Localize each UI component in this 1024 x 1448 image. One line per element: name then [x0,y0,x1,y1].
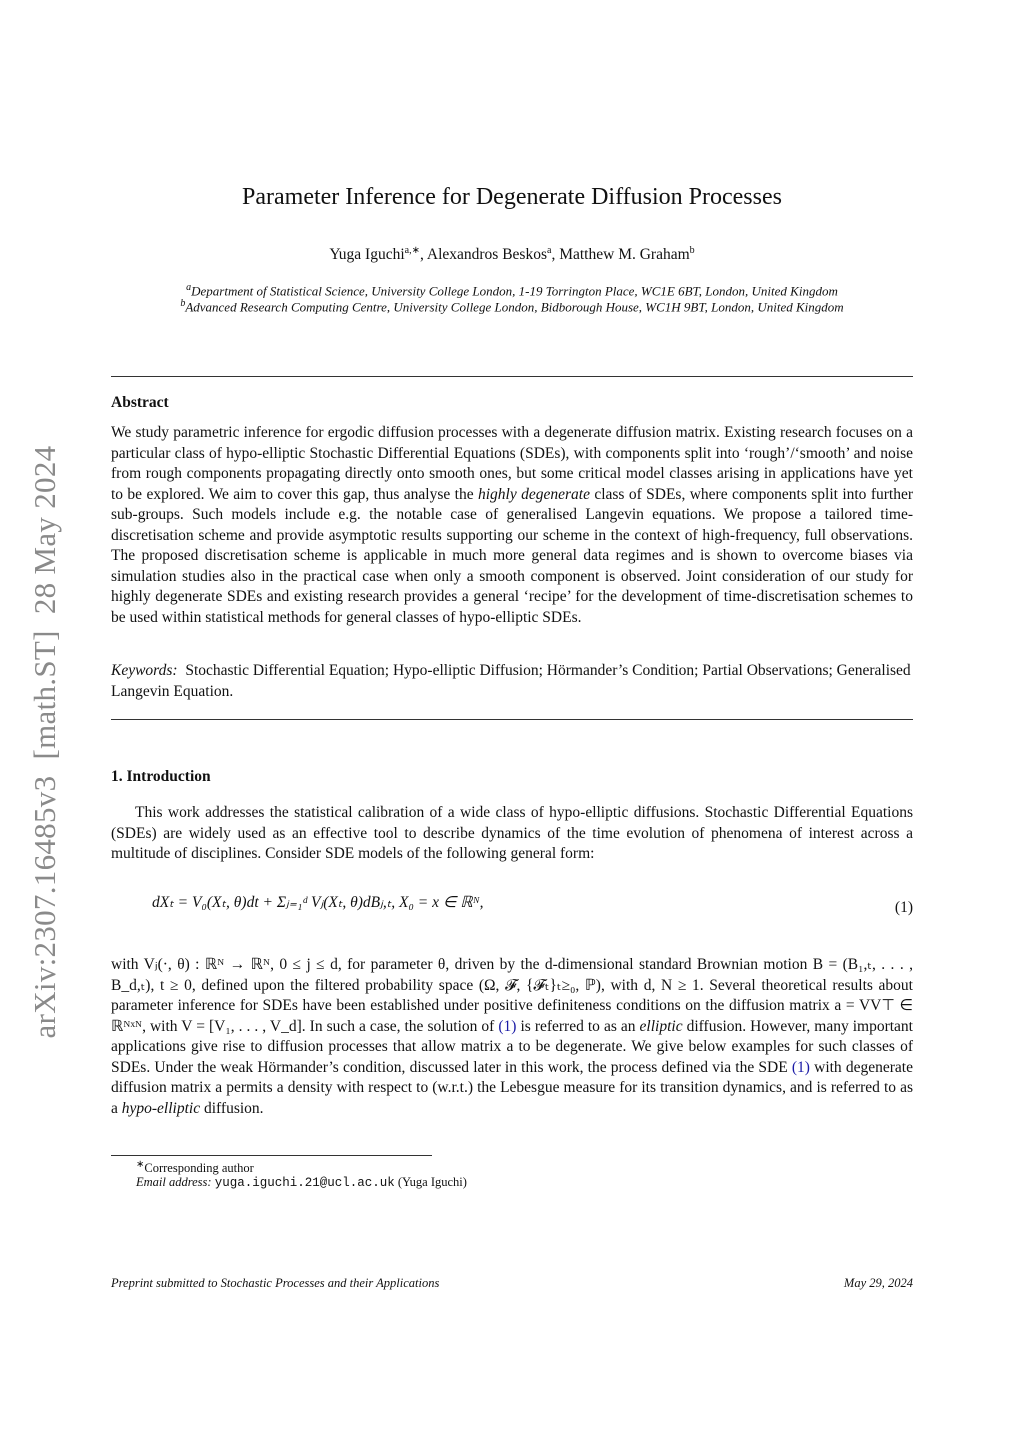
affiliation [0,298,1024,315]
keywords-text: Stochastic Differential Equation; Hypo-elliptic Diffusion; Hörmander’s Condition; Partial Observations; Generalised Langevin Equation. [111,662,911,700]
equation-ref-link[interactable]: (1) [498,1017,517,1035]
paragraph-text: is referred to as an [516,1017,640,1035]
affil-text: Advanced Research Computing Centre, University College London, Bidborough House, WC1H 9BT, London, United Kingdom [185,299,844,315]
footer-journal: Preprint submitted to Stochastic Processes and their Applications [111,1276,440,1290]
author: Matthew M. Graham [559,246,690,264]
paper-title: Parameter Inference for Degenerate Diffusion Processes [242,184,782,210]
equation-ref-link[interactable]: (1) [791,1058,810,1076]
author-affil-mark: a [547,245,552,256]
keywords-label: Keywords: [111,662,178,679]
author-list: Yuga Iguchi$^{a,∗}$, Alexandros Beskos$^a$, Matthew M. Graham$^b$ [329,245,695,264]
paragraph-text: with Vⱼ(·, θ) : ℝᴺ → ℝᴺ, 0 ≤ j ≤ d, for parameter θ, driven by the d-dimensional standard Brownian motion B = (B₁,ₜ, . . . , B_d,ₜ), t ≥ 0, defined upon the filtered probability space (Ω, 𝓕, {𝓕ₜ}ₜ≥₀, ℙ), with d, N ≥ 1. Several theoretical results about parameter inference for SDEs have been established under positive definiteness conditions on the diffusion matrix a = VV⊤ ∈ ℝᴺˣᴺ, with V = [V₁, . . . , V_d]. In such a case, the solution of [111,956,913,1035]
divider [111,719,913,720]
footnote-mark: ∗ [136,1159,145,1170]
keywords [111,661,913,702]
author: Alexandros Beskos [426,246,548,264]
affiliation [0,282,1024,299]
affil-mark: b [180,298,186,309]
author: Yuga Iguchi [329,246,405,264]
intro-paragraph: This work addresses the statistical calibration of a wide class of hypo-elliptic diffusions. Stochastic Differential Equations (SDEs) are widely used as an effective tool to describe dynamics of the time evolution of phenomena of interest across a multitude of disciplines. Consider SDE models of the following general form: [111,804,913,862]
author-affil-mark: a,∗ [404,245,420,256]
abstract-text: We study parametric inference for ergodic diffusion processes with a degenerate diffusion matrix. Existing research focuses on a particular class of hypo-elliptic Stochastic Differential Equations (SDEs), with components split into ‘rough’/‘smooth’ and noise from rough components propagating directly onto smooth ones, but some critical model classes arising in applications have yet to be explored. We aim to cover this gap, thus analyse the [111,424,913,503]
author-affil-mark: b [689,245,695,256]
abstract-body [111,423,913,628]
affil-mark: a [186,282,192,293]
divider [111,376,913,377]
intro-paragraph [111,955,913,1119]
abstract-emphasis: highly degenerate [477,485,590,503]
emphasis: hypo-elliptic [121,1099,201,1117]
arxiv-stamp: arXiv:2307.16485v3 [math.ST] 28 May 2024 [27,445,62,1039]
footnote-corresponding [136,1159,254,1176]
paragraph-text: diffusion. [200,1099,264,1117]
email-label: Email address: [136,1175,212,1189]
paragraph-text: diffusion. However, many important applications give rise to diffusion processes that allow matrix a to be degenerate. We give below examples for such classes of SDEs. Under the weak Hörmander’s condition, discussed later in this work, the process defined via the SDE [111,1017,913,1076]
paragraph-text: with degenerate diffusion matrix a permits a density with respect to (w.r.t.) the Lebesgue measure for its transition dynamics, and is referred to as a [111,1058,913,1117]
equation: dXₜ = V₀(Xₜ, θ)dt + Σⱼ₌₁ᵈ Vⱼ(Xₜ, θ)dBⱼ,ₜ, X₀ = x ∈ ℝᴺ, [152,894,484,911]
emphasis: elliptic [639,1017,683,1035]
footnote-text: Corresponding author [144,1161,254,1176]
section-heading: 1. Introduction [111,768,211,785]
footnote-rule [111,1155,432,1156]
email-link[interactable]: yuga.iguchi.21@ucl.ac.uk [214,1176,395,1190]
abstract-text: class of SDEs, where components split into further sub-groups. Such models include e.g. the notable case of generalised Langevin equations. We propose a tailored time-discretisation scheme and provide asymptotic results supporting our scheme in the context of high-frequency, full observations. The proposed discretisation scheme is applicable in much more general data regimes and is shown to overcome biases via simulation studies also in the practical case when only a smooth component is observed. Joint consideration of our study for highly degenerate SDEs and existing research provides a general ‘recipe’ for the development of time-discretisation schemes to be used within statistical methods for general classes of hypo-elliptic SDEs. [111,485,913,626]
equation-number: (1) [894,899,913,916]
footnote-email [136,1175,467,1190]
email-name: (Yuga Iguchi) [397,1175,467,1189]
footer-date: May 29, 2024 [843,1276,913,1290]
affil-text: Department of Statistical Science, University College London, 1-19 Torrington Place, WC1E 6BT, London, United Kingdom [191,283,838,299]
abstract-heading: Abstract [111,394,169,411]
